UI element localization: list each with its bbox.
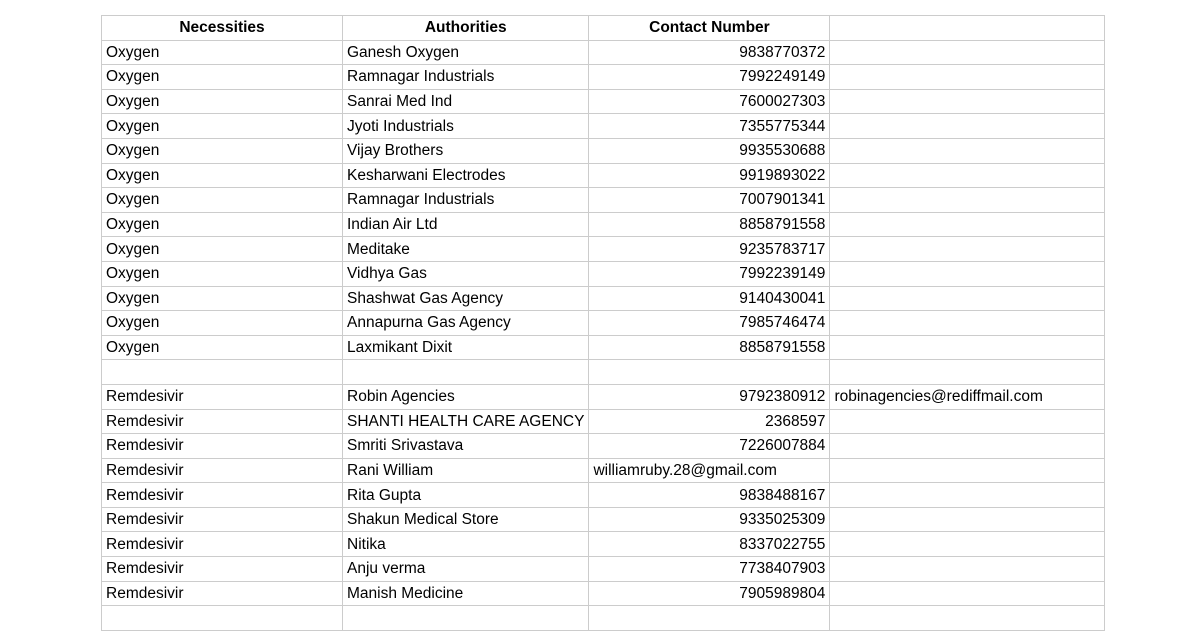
cell-contact-number[interactable]: 7226007884	[589, 434, 830, 459]
cell-authority[interactable]: Annapurna Gas Agency	[343, 311, 589, 336]
cell-necessity[interactable]: Oxygen	[102, 261, 343, 286]
cell-extra[interactable]: robinagencies@rediffmail.com	[830, 384, 1105, 409]
cell-extra[interactable]	[830, 434, 1105, 459]
cell-contact-number[interactable]: 7007901341	[589, 188, 830, 213]
table-row	[102, 458, 1105, 483]
cell-extra[interactable]	[830, 89, 1105, 114]
cell-authority[interactable]: Rita Gupta	[343, 483, 589, 508]
cell-necessity[interactable]: Oxygen	[102, 311, 343, 336]
cell-contact-number[interactable]: 7905989804	[589, 581, 830, 606]
cell-contact-number[interactable]: 9919893022	[589, 163, 830, 188]
cell-extra[interactable]	[830, 557, 1105, 582]
cell-authority[interactable]: Vijay Brothers	[343, 138, 589, 163]
cell-contact-number[interactable]: 9792380912	[589, 384, 830, 409]
cell-extra[interactable]	[830, 311, 1105, 336]
header-row	[102, 16, 1105, 41]
cell-necessity[interactable]: Oxygen	[102, 188, 343, 213]
cell-extra[interactable]	[830, 188, 1105, 213]
cell-necessity[interactable]: Oxygen	[102, 237, 343, 262]
cell-contact-number[interactable]: 8858791558	[589, 335, 830, 360]
cell-extra[interactable]	[830, 606, 1105, 631]
table-row	[102, 507, 1105, 532]
cell-authority[interactable]: Rani William	[343, 458, 589, 483]
contacts-table	[101, 15, 1105, 631]
cell-authority[interactable]: Indian Air Ltd	[343, 212, 589, 237]
cell-authority[interactable]: Shashwat Gas Agency	[343, 286, 589, 311]
table-row	[102, 40, 1105, 65]
cell-contact-number[interactable]: 7355775344	[589, 114, 830, 139]
cell-authority[interactable]: Meditake	[343, 237, 589, 262]
table-row	[102, 188, 1105, 213]
cell-necessity[interactable]: Remdesivir	[102, 507, 343, 532]
cell-extra[interactable]	[830, 581, 1105, 606]
cell-extra[interactable]	[830, 532, 1105, 557]
cell-necessity[interactable]	[102, 606, 343, 631]
cell-necessity[interactable]: Oxygen	[102, 163, 343, 188]
cell-contact-number[interactable]: 7985746474	[589, 311, 830, 336]
cell-necessity[interactable]: Oxygen	[102, 89, 343, 114]
cell-extra[interactable]	[830, 458, 1105, 483]
cell-contact-number[interactable]: 7992249149	[589, 65, 830, 90]
cell-authority[interactable]: Anju verma	[343, 557, 589, 582]
cell-contact-number[interactable]: 2368597	[589, 409, 830, 434]
cell-authority[interactable]: Shakun Medical Store	[343, 507, 589, 532]
table-row	[102, 138, 1105, 163]
cell-extra[interactable]	[830, 138, 1105, 163]
cell-authority[interactable]: Vidhya Gas	[343, 261, 589, 286]
cell-contact-number[interactable]: 7600027303	[589, 89, 830, 114]
cell-authority[interactable]: Robin Agencies	[343, 384, 589, 409]
cell-necessity[interactable]: Oxygen	[102, 65, 343, 90]
cell-authority[interactable]: Kesharwani Electrodes	[343, 163, 589, 188]
cell-authority[interactable]: Jyoti Industrials	[343, 114, 589, 139]
cell-necessity[interactable]: Oxygen	[102, 286, 343, 311]
table-row	[102, 286, 1105, 311]
cell-authority[interactable]: Ramnagar Industrials	[343, 65, 589, 90]
cell-contact-number[interactable]: 9235783717	[589, 237, 830, 262]
cell-extra[interactable]	[830, 261, 1105, 286]
table-row	[102, 434, 1105, 459]
cell-extra[interactable]	[830, 114, 1105, 139]
cell-necessity[interactable]: Remdesivir	[102, 458, 343, 483]
header-necessities[interactable]: Necessities	[102, 16, 343, 41]
cell-necessity[interactable]: Oxygen	[102, 114, 343, 139]
cell-authority[interactable]: Nitika	[343, 532, 589, 557]
cell-extra[interactable]	[830, 483, 1105, 508]
cell-necessity[interactable]: Remdesivir	[102, 483, 343, 508]
table-row	[102, 557, 1105, 582]
cell-necessity[interactable]: Oxygen	[102, 335, 343, 360]
cell-necessity[interactable]: Oxygen	[102, 212, 343, 237]
cell-contact-number[interactable]: 7992239149	[589, 261, 830, 286]
cell-extra[interactable]	[830, 237, 1105, 262]
table-body	[102, 40, 1105, 630]
cell-necessity[interactable]: Oxygen	[102, 40, 343, 65]
table-row	[102, 384, 1105, 409]
cell-contact-number[interactable]: 8337022755	[589, 532, 830, 557]
table-row	[102, 532, 1105, 557]
cell-authority[interactable]: SHANTI HEALTH CARE AGENCY	[343, 409, 589, 434]
table-row	[102, 89, 1105, 114]
cell-necessity[interactable]: Remdesivir	[102, 409, 343, 434]
table-row	[102, 311, 1105, 336]
table-row	[102, 261, 1105, 286]
cell-contact-number[interactable]: 9935530688	[589, 138, 830, 163]
table-row	[102, 581, 1105, 606]
cell-extra[interactable]	[830, 409, 1105, 434]
cell-contact-number[interactable]: 9335025309	[589, 507, 830, 532]
cell-contact-number[interactable]: 9838488167	[589, 483, 830, 508]
cell-necessity[interactable]: Remdesivir	[102, 384, 343, 409]
cell-authority[interactable]: Ramnagar Industrials	[343, 188, 589, 213]
table-row	[102, 409, 1105, 434]
cell-necessity[interactable]	[102, 360, 343, 385]
cell-authority[interactable]: Ganesh Oxygen	[343, 40, 589, 65]
cell-extra[interactable]	[830, 286, 1105, 311]
cell-extra[interactable]	[830, 360, 1105, 385]
cell-extra[interactable]	[830, 40, 1105, 65]
cell-extra[interactable]	[830, 335, 1105, 360]
table-row	[102, 237, 1105, 262]
cell-authority[interactable]: Sanrai Med Ind	[343, 89, 589, 114]
table-row	[102, 163, 1105, 188]
cell-authority[interactable]: Laxmikant Dixit	[343, 335, 589, 360]
table-row	[102, 483, 1105, 508]
table-row	[102, 212, 1105, 237]
cell-authority[interactable]	[343, 360, 589, 385]
header-contact-number[interactable]: Contact Number	[589, 16, 830, 41]
table-row	[102, 65, 1105, 90]
cell-extra[interactable]	[830, 65, 1105, 90]
cell-necessity[interactable]: Remdesivir	[102, 532, 343, 557]
cell-authority[interactable]: Smriti Srivastava	[343, 434, 589, 459]
header-authorities[interactable]: Authorities	[343, 16, 589, 41]
table-row	[102, 335, 1105, 360]
cell-necessity[interactable]: Oxygen	[102, 138, 343, 163]
table-row	[102, 114, 1105, 139]
cell-contact-number[interactable]: 9838770372	[589, 40, 830, 65]
header-extra[interactable]	[830, 16, 1105, 41]
cell-extra[interactable]	[830, 212, 1105, 237]
cell-extra[interactable]	[830, 507, 1105, 532]
cell-necessity[interactable]: Remdesivir	[102, 557, 343, 582]
cell-necessity[interactable]: Remdesivir	[102, 434, 343, 459]
cell-authority[interactable]	[343, 606, 589, 631]
cell-contact-number[interactable]	[589, 606, 830, 631]
cell-contact-number[interactable]: williamruby.28@gmail.com	[589, 458, 830, 483]
cell-extra[interactable]	[830, 163, 1105, 188]
cell-contact-number[interactable]: 8858791558	[589, 212, 830, 237]
cell-authority[interactable]: Manish Medicine	[343, 581, 589, 606]
cell-contact-number[interactable]	[589, 360, 830, 385]
table-row	[102, 606, 1105, 631]
table-row	[102, 360, 1105, 385]
cell-necessity[interactable]: Remdesivir	[102, 581, 343, 606]
cell-contact-number[interactable]: 7738407903	[589, 557, 830, 582]
cell-contact-number[interactable]: 9140430041	[589, 286, 830, 311]
